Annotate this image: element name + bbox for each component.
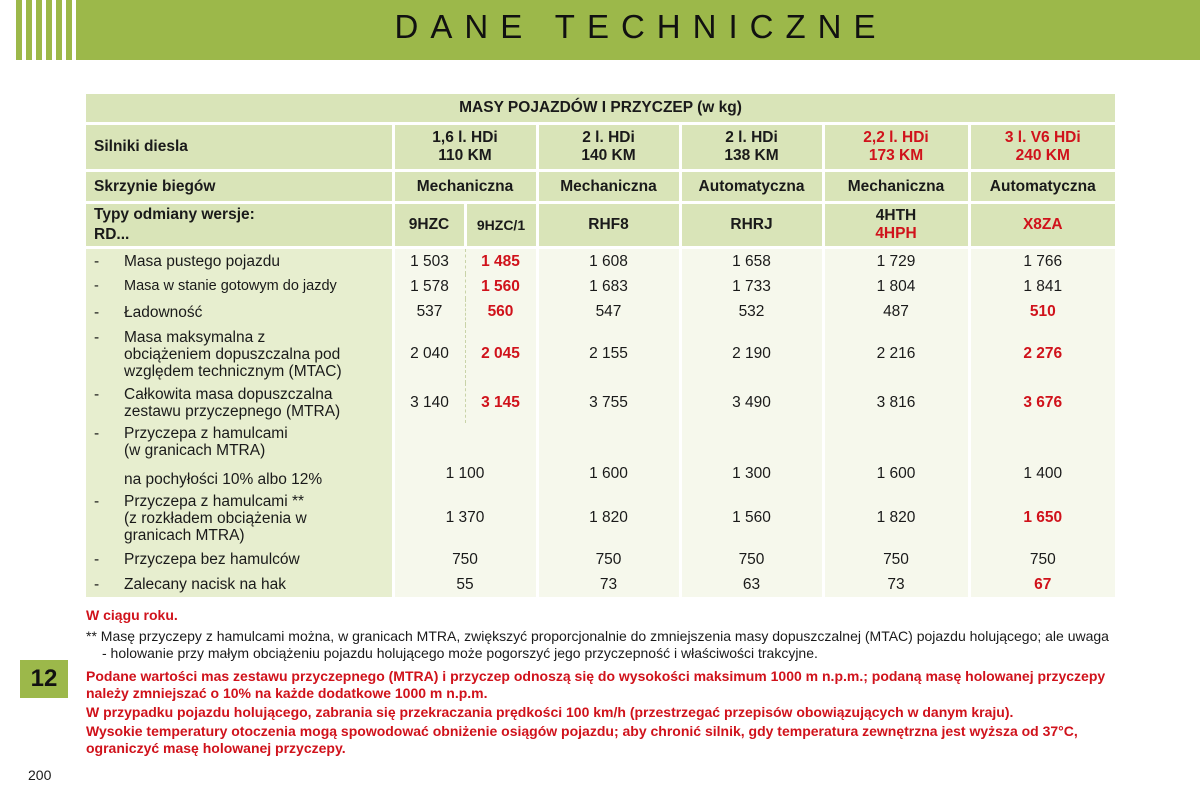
engine-4: 2,2 l. HDi 173 KM [823,125,969,169]
row-label: - Całkowita masa dopuszczalna zestawu przyczepnego (MTRA) [86,383,393,423]
cell: 1 820 [537,489,680,547]
table-row [86,325,1115,383]
engines-label: Silniki diesla [86,125,393,169]
table-row [86,249,1115,274]
cell: 1 766 [969,249,1115,274]
notes [86,607,1115,757]
row-label: - Przyczepa bez hamulców [86,547,393,572]
table-row [86,489,1115,547]
cell: 1 820 [823,489,969,547]
cell: 63 [680,572,823,597]
table-row [86,547,1115,572]
cell: 1 400 [969,423,1115,489]
gearbox-3: Automatyczna [680,172,823,201]
gearbox-row [86,172,1115,201]
cell: 3 145 [465,383,537,423]
cell: 67 [969,572,1115,597]
type-9hzc-1: 9HZC/1 [465,204,537,246]
table-caption-row [86,94,1115,122]
cell: 750 [393,547,537,572]
cell: 532 [680,299,823,325]
type-rhrj: RHRJ [680,204,823,246]
table-row [86,572,1115,597]
cell: 55 [393,572,537,597]
gearbox-1: Mechaniczna [393,172,537,201]
row-label: - Masa w stanie gotowym do jazdy [86,274,393,299]
mass-table [86,94,1115,597]
table-caption: MASY POJAZDÓW I PRZYCZEP (w kg) [86,94,1115,122]
table-row [86,383,1115,423]
types-row [86,204,1115,246]
cell: 1 683 [537,274,680,299]
type-4hth-4hph: 4HTH 4HPH [823,204,969,246]
cell: 750 [823,547,969,572]
types-label: Typy odmiany wersje: RD... [86,204,393,246]
cell: 2 040 [393,325,465,383]
page-number: 200 [28,767,52,783]
cell: 3 755 [537,383,680,423]
table-row [86,299,1115,325]
cell: 537 [393,299,465,325]
note-temperature: Wysokie temperatury otoczenia mogą spowodować obniżenie osiągów pojazdu; aby chronić silnik, gdy temperatura zewnętrzna jest wyższa od 37°C, ograniczyć masę holowanej przyczepy. [86,723,1078,756]
cell: 1 729 [823,249,969,274]
gearbox-5: Automatyczna [969,172,1115,201]
cell: 487 [823,299,969,325]
cell: 547 [537,299,680,325]
row-label: - Przyczepa z hamulcami ** (z rozkładem obciążenia w granicach MTRA) [86,489,393,547]
cell: 750 [969,547,1115,572]
cell: 1 804 [823,274,969,299]
type-x8za: X8ZA [969,204,1115,246]
gearbox-label: Skrzynie biegów [86,172,393,201]
engine-1: 1,6 l. HDi 110 KM [393,125,537,169]
cell: 750 [680,547,823,572]
row-label: - Masa maksymalna z obciążeniem dopuszczalna pod względem technicznym (MTAC) [86,325,393,383]
gearbox-4: Mechaniczna [823,172,969,201]
cell: 1 503 [393,249,465,274]
cell: 1 658 [680,249,823,274]
cell: 3 140 [393,383,465,423]
row-label: - Ładowność [86,299,393,325]
cell: 3 816 [823,383,969,423]
note-year: W ciągu roku. [86,607,178,623]
type-rhf8: RHF8 [537,204,680,246]
cell: 2 190 [680,325,823,383]
cell: 1 600 [823,423,969,489]
cell: 1 600 [537,423,680,489]
row-label: - Masa pustego pojazdu [86,249,393,274]
engines-row [86,125,1115,169]
cell: 1 100 [393,423,537,489]
cell: 1 560 [465,274,537,299]
cell: 1 560 [680,489,823,547]
cell: 2 155 [537,325,680,383]
header-decor-stripes [16,0,92,60]
note-speed: W przypadku pojazdu holującego, zabrania się przekraczania prędkości 100 km/h (przestrzegać przepisów obowiązujących w danym kraju). [86,704,1014,720]
type-9hzc: 9HZC [393,204,465,246]
cell: 2 045 [465,325,537,383]
cell: 1 733 [680,274,823,299]
cell: 1 370 [393,489,537,547]
note-altitude: Podane wartości mas zestawu przyczepnego (MTRA) i przyczep odnoszą się do wysokości maksimum 1000 m n.p.m.; podaną masę holowanej przyczepy należy zmniejszać o 10% na każde dodatkowe 1000 m n.p.m. [86,668,1106,701]
cell: 1 650 [969,489,1115,547]
engine-2: 2 l. HDi 140 KM [537,125,680,169]
engine-3: 2 l. HDi 138 KM [680,125,823,169]
cell: 73 [823,572,969,597]
cell: 1 300 [680,423,823,489]
chapter-tab: 12 [20,660,68,698]
cell: 2 276 [969,325,1115,383]
cell: 73 [537,572,680,597]
cell: 1 485 [465,249,537,274]
cell: 3 490 [680,383,823,423]
cell: 1 841 [969,274,1115,299]
cell: 1 578 [393,274,465,299]
cell: 1 608 [537,249,680,274]
table-row [86,423,1115,489]
cell: 750 [537,547,680,572]
cell: 3 676 [969,383,1115,423]
page-title: DANE TECHNICZNE [394,8,888,45]
gearbox-2: Mechaniczna [537,172,680,201]
header-banner [82,0,1200,60]
note-footnote: ** Masę przyczepy z hamulcami można, w granicach MTRA, zwiększyć proporcjonalnie do zmniejszenia masy dopuszczalnej (MTAC) pojazdu holującego; ale uwaga - holowanie przy małym obciążeniu pojazdu holującego może pogorszyć jego przyczepność i właściwości trakcyjne. [86,628,1109,661]
row-label: - Przyczepa z hamulcami (w granicach MTRA) na pochyłości 10% albo 12% [86,423,393,489]
cell: 2 216 [823,325,969,383]
row-label: - Zalecany nacisk na hak [86,572,393,597]
engine-5: 3 l. V6 HDi 240 KM [969,125,1115,169]
cell: 510 [969,299,1115,325]
table-row [86,274,1115,299]
cell: 560 [465,299,537,325]
